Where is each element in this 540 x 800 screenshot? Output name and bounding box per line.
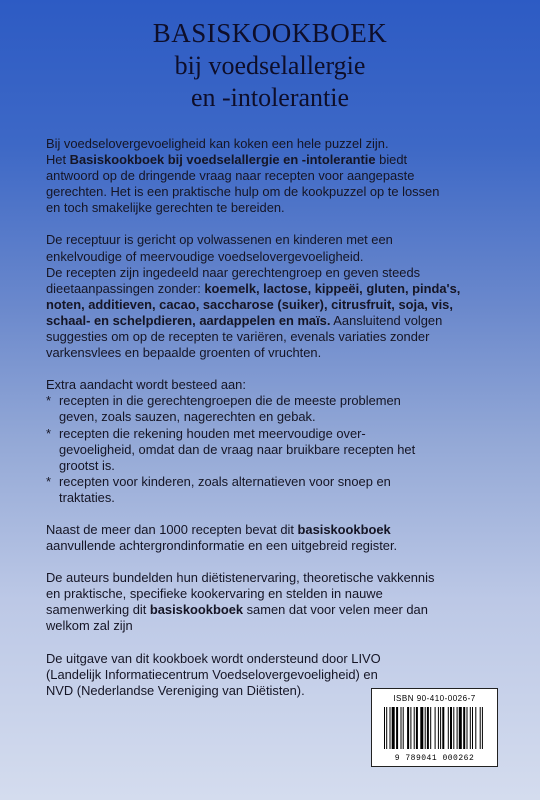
paragraph-attention [46, 377, 486, 506]
text-line: De recepten zijn ingedeeld naar gerechtengroep en geven steeds [46, 264, 421, 280]
list-item [46, 474, 486, 506]
blurb-text [46, 136, 486, 715]
bold-book-title: Basiskookboek bij voedselallergie en -intolerantie [69, 152, 376, 168]
text-run: Aansluitend volgen [330, 312, 443, 328]
bold-allergen-list: schaal- en schelpdieren, aardappelen en maïs. [46, 312, 331, 328]
text-line: geven, zoals sauzen, nagerechten en gebak. [59, 409, 316, 425]
text-line: suggesties om op de recepten te variëren, evenals variaties zonder [46, 329, 430, 345]
text-line: NVD (Nederlandse Vereniging van Diëtisten). [46, 682, 305, 698]
isbn-number: ISBN 90-410-0026-7 [393, 694, 476, 703]
text-line: De auteurs bundelden hun diëtistenervaring, theoretische vakkennis [46, 570, 435, 586]
book-subtitle-line-2: en -intolerantie [190, 83, 350, 112]
text-line [46, 297, 486, 313]
text-line: De receptuur is gericht op volwassenen en kinderen met een [46, 232, 393, 248]
text-line: gerechten. Het is een praktische hulp om de kookpuzzel op te lossen [46, 184, 440, 200]
bold-term: basiskookboek [149, 602, 244, 618]
text-line: (Landelijk Informatiecentrum Voedselovergevoeligheid) en [46, 666, 378, 682]
bullet-list [46, 393, 486, 506]
text-line: antwoord op de dringende vraag naar recepten voor aangepaste [46, 168, 415, 184]
text-line: en praktische, specifieke kookervaring en stelden in nauwe [46, 586, 383, 602]
bold-term: basiskookboek [297, 521, 391, 537]
text-line: Extra aandacht wordt besteed aan: [46, 377, 246, 393]
title-block [0, 18, 540, 112]
text-line [46, 602, 486, 618]
text-line: aanvullende achtergrondinformatie en een uitgebreid register. [46, 538, 398, 554]
text-line: recepten in die gerechtengroepen die de meeste problemen [59, 393, 401, 409]
text-line: traktaties. [59, 489, 115, 505]
paragraph-intro [46, 136, 486, 216]
text-run: samen dat voor velen meer dan [243, 602, 428, 618]
text-line: en toch smakelijke gerechten te bereiden. [46, 200, 285, 216]
text-line: De uitgave van dit kookboek wordt ondersteund door LIVO [46, 650, 381, 666]
text-line: Bij voedselovergevoeligheid kan koken een hele puzzel zijn. [46, 136, 389, 151]
bold-allergen-list: koemelk, lactose, kippeëi, gluten, pinda's, [204, 280, 461, 296]
text-run: Het [46, 152, 70, 168]
list-item [46, 393, 486, 425]
text-run: samenwerking dit [46, 602, 150, 618]
text-line [46, 313, 486, 329]
text-run: dieetaanpassingen zonder: [46, 280, 205, 296]
book-title: BASISKOOKBOEK [152, 18, 388, 48]
paragraph-recipes [46, 232, 486, 361]
text-line [46, 522, 486, 538]
barcode-label [371, 688, 498, 767]
paragraph-authors [46, 570, 486, 634]
paragraph-contents [46, 522, 486, 554]
text-line: welkom zal zijn [46, 618, 133, 634]
text-line [46, 281, 486, 297]
text-line: recepten voor kinderen, zoals alternatieven voor snoep en [59, 473, 391, 489]
ean-number: 9 789041 000262 [394, 754, 475, 763]
text-line: enkelvoudige of meervoudige voedselovergevoeligheid. [46, 248, 364, 264]
text-line: gevoeligheid, omdat dan de vraag naar bruikbare recepten het [59, 441, 416, 457]
text-line: varkensvlees en bepaalde groenten of vruchten. [46, 345, 322, 361]
text-line: grootst is. [59, 457, 115, 473]
asterisk-bullet: * [46, 425, 52, 441]
text-line: recepten die rekening houden met meervoudige over- [59, 425, 366, 441]
text-line [46, 152, 486, 168]
text-run: Naast de meer dan 1000 recepten bevat dit [46, 521, 298, 537]
bold-allergen-list: noten, additieven, cacao, saccharose (suiker), citrusfruit, soja, vis, [46, 296, 453, 312]
book-subtitle-line-1: bij voedselallergie [174, 51, 366, 80]
barcode-icon [384, 707, 486, 749]
asterisk-bullet: * [46, 473, 52, 489]
asterisk-bullet: * [46, 393, 52, 409]
list-item [46, 426, 486, 474]
text-run: biedt [375, 152, 408, 168]
